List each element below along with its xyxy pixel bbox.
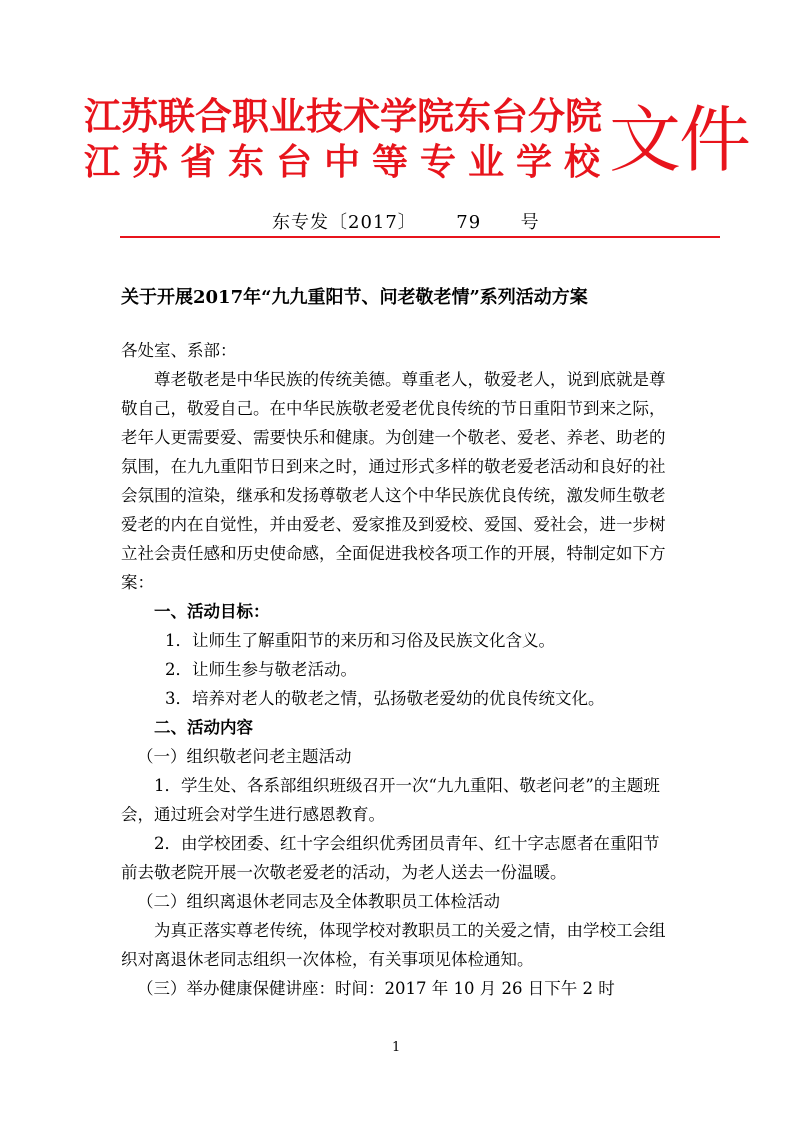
intro-paragraph: 尊老敬老是中华民族的传统美德。尊重老人，敬爱老人，说到底就是尊敬自己，敬爱自己。在中华民族敬老爱老优良传统的节日重阳节到来之际，老年人更需要爱、需要快乐和健康。为创建一个敬老、爱老、养老、助老的氛围，在九九重阳节日到来之时，通过形式多样的敬老爱老活动和良好的社会氛围的渲染，继承和发扬尊敬老人这个中华民族优良传统，激发师生敬老爱老的内在自觉性，并由爱老、爱家推及到爱校、爱国、爱社会，进一步树立社会责任感和历史使命感，全面促进我校各项工作的开展，特制定如下方案：: [121, 370, 666, 592]
goal-item: 3．培养对老人的敬老之情，弘扬敬老爱幼的优良传统文化。: [165, 689, 605, 708]
subsection-heading: （一）组织敬老问老主题活动: [137, 747, 352, 766]
document-header: [84, 88, 750, 198]
document-body: [121, 336, 673, 1003]
header-divider: [120, 236, 720, 238]
goal-item: 2．让师生参与敬老活动。: [165, 660, 357, 679]
doc-number-value: 79: [456, 212, 482, 233]
document-title: 关于开展2017年“九九重阳节、问老敬老情”系列活动方案: [121, 287, 588, 308]
issuing-org-line-2: 江苏省东台中等专业学校: [84, 141, 613, 183]
content-item: 2．由学校团委、红十字会组织优秀团员青年、红十字志愿者在重阳节前去敬老院开展一次敬老爱老的活动，为老人送去一份温暖。: [121, 834, 660, 882]
document-label: 文件: [609, 98, 750, 182]
salutation: 各处室、系部：: [121, 341, 237, 360]
content-item: 1．学生处、各系部组织班级召开一次“九九重阳、敬老问老”的主题班会，通过班会对学生进行感恩教育。: [121, 776, 660, 824]
goal-item: 1．让师生了解重阳节的来历和习俗及民族文化含义。: [165, 631, 555, 650]
section-heading-content: 二、活动内容: [154, 718, 253, 737]
subsection-heading: （三）举办健康保健讲座：时间：2017 年 10 月 26 日下午 2 时: [137, 979, 615, 998]
document-number: [272, 208, 540, 234]
doc-number-prefix: 东专发〔2017〕: [272, 212, 417, 233]
subsection-text: 为真正落实尊老传统，体现学校对教职员工的关爱之情，由学校工会组织对离退休老同志组织一次体检，有关事项见体检通知。: [121, 921, 666, 969]
doc-number-suffix: 号: [520, 212, 540, 233]
section-heading-goals: 一、活动目标：: [154, 602, 270, 621]
page-number: 1: [392, 1040, 401, 1055]
subsection-heading: （二）组织离退休老同志及全体教职员工体检活动: [137, 892, 500, 911]
issuing-org-line-1: 江苏联合职业技术学院东台分院: [84, 94, 602, 138]
